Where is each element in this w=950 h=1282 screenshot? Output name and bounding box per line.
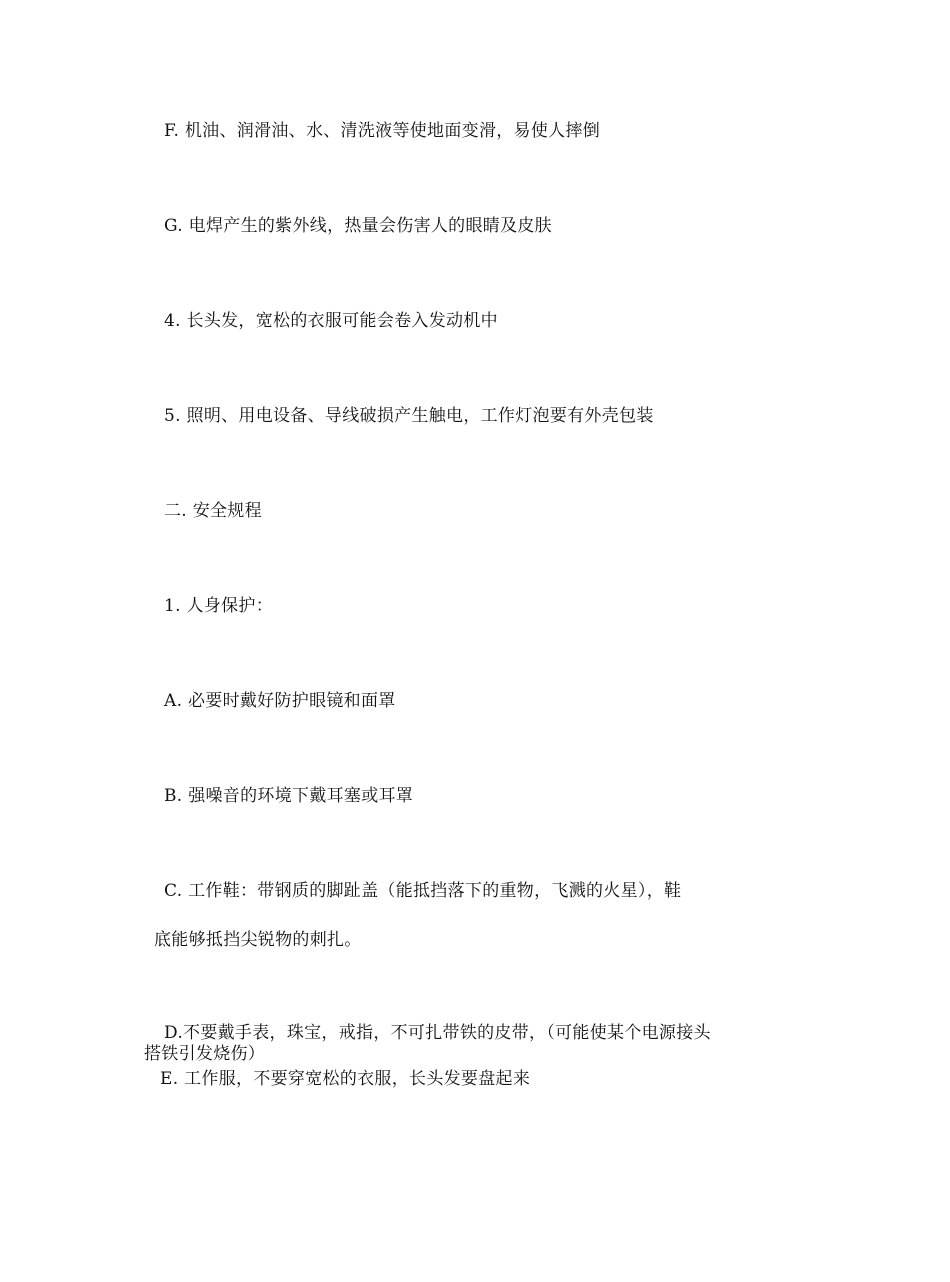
protection-item-c-line2: 底能够抵挡尖锐物的刺扎。 [154,930,362,950]
section-heading-safety-rules: 二. 安全规程 [164,501,262,521]
protection-item-c-line1: C. 工作鞋：带钢质的脚趾盖（能抵挡落下的重物，飞溅的火星），鞋 [164,881,682,901]
hazard-item-5: 5. 照明、用电设备、导线破损产生触电，工作灯泡要有外壳包装 [164,406,654,426]
protection-item-a: A. 必要时戴好防护眼镜和面罩 [164,691,396,711]
hazard-item-4: 4. 长头发，宽松的衣服可能会卷入发动机中 [164,311,498,331]
subsection-heading-personal-protection: 1. 人身保护： [164,596,274,616]
hazard-item-f: F. 机油、润滑油、水、清洗液等使地面变滑，易使人摔倒 [164,121,601,141]
protection-item-d-line1: D.不要戴手表，珠宝，戒指，不可扎带铁的皮带，（可能使某个电源接头 [164,1023,711,1043]
protection-item-e: E. 工作服，不要穿宽松的衣服，长头发要盘起来 [160,1069,531,1089]
hazard-item-g: G. 电焊产生的紫外线，热量会伤害人的眼睛及皮肤 [164,216,552,236]
protection-item-b: B. 强噪音的环境下戴耳塞或耳罩 [164,786,414,806]
protection-item-d-line2: 搭铁引发烧伤） [144,1044,266,1064]
